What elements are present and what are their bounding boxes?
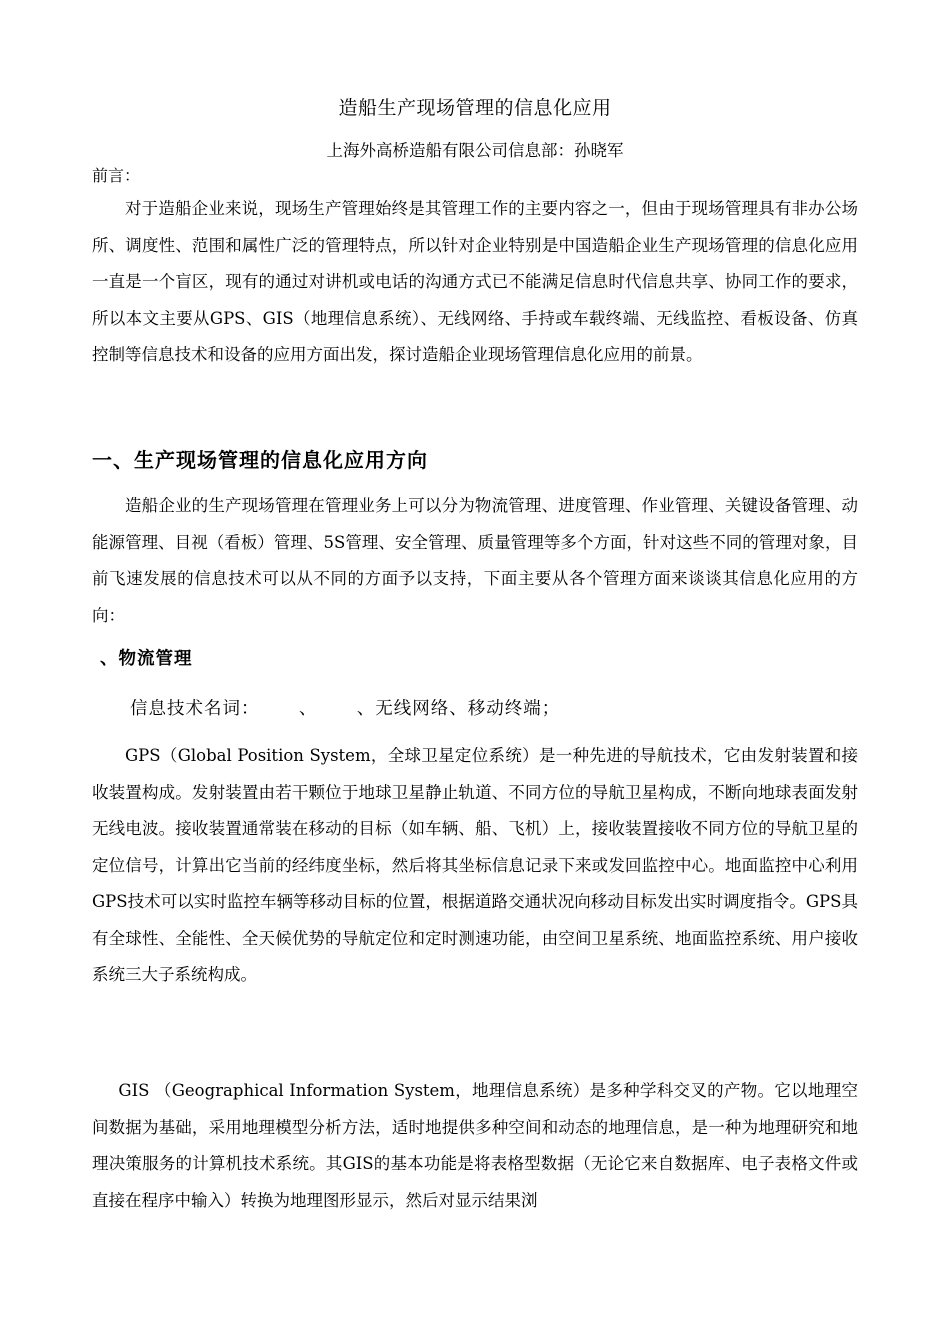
document-title: 造船生产现场管理的信息化应用 xyxy=(338,97,612,119)
subsection-heading: 、物流管理 xyxy=(100,649,193,669)
section-heading: 一、生产现场管理的信息化应用方向 xyxy=(92,448,428,472)
gis-paragraph: GIS （Geographical Information System，地理信息系统）是多种学科交叉的产物。它以地理空间数据为基础，采用地理模型分析方法，适时地提供多种空间和动态的地理信息，是一种为地理研究和地理决策服务的计算机技术系统。其GIS的基本功能是将表格型数据（无论它来自数据库、电子表格文件或直接在程序中输入）转换为地理图形显示，然后对显示结果浏 xyxy=(92,1081,858,1210)
document-author: 上海外高桥造船有限公司信息部：孙晓军 xyxy=(326,141,624,160)
subsection-terms: 信息技术名词： 、 、无线网络、移动终端； xyxy=(130,699,561,719)
preface-paragraph: 对于造船企业来说，现场生产管理始终是其管理工作的主要内容之一，但由于现场管理具有非办公场所、调度性、范围和属性广泛的管理特点，所以针对企业特别是中国造船企业生产现场管理的信息化应用一直是一个盲区，现有的通过对讲机或电话的沟通方式已不能满足信息时代信息共享、协同工作的要求，所以本文主要从GPS、GIS（地理信息系统）、无线网络、手持或车载终端、无线监控、看板设备、仿真控制等信息技术和设备的应用方面出发，探讨造船企业现场管理信息化应用的前景。 xyxy=(92,199,858,364)
gps-paragraph: GPS（Global Position System，全球卫星定位系统）是一种先进的导航技术，它由发射装置和接收装置构成。发射装置由若干颗位于地球卫星静止轨道、不同方位的导航卫星构成，不断向地球表面发射无线电波。接收装置通常装在移动的目标（如车辆、船、飞机）上，接收装置接收不同方位的导航卫星的定位信号，计算出它当前的经纬度坐标，然后将其坐标信息记录下来或发回监控中心。地面监控中心利用GPS技术可以实时监控车辆等移动目标的位置，根据道路交通状况向移动目标发出实时调度指令。GPS具有全球性、全能性、全天候优势的导航定位和定时测速功能，由空间卫星系统、地面监控系统、用户接收系统三大子系统构成。 xyxy=(92,746,858,984)
section-paragraph: 造船企业的生产现场管理在管理业务上可以分为物流管理、进度管理、作业管理、关键设备管理、动能源管理、目视（看板）管理、5S管理、安全管理、质量管理等多个方面，针对这些不同的管理对象，目前飞速发展的信息技术可以从不同的方面予以支持，下面主要从各个管理方面来谈谈其信息化应用的方向： xyxy=(92,496,858,625)
preface-label: 前言： xyxy=(92,166,141,185)
